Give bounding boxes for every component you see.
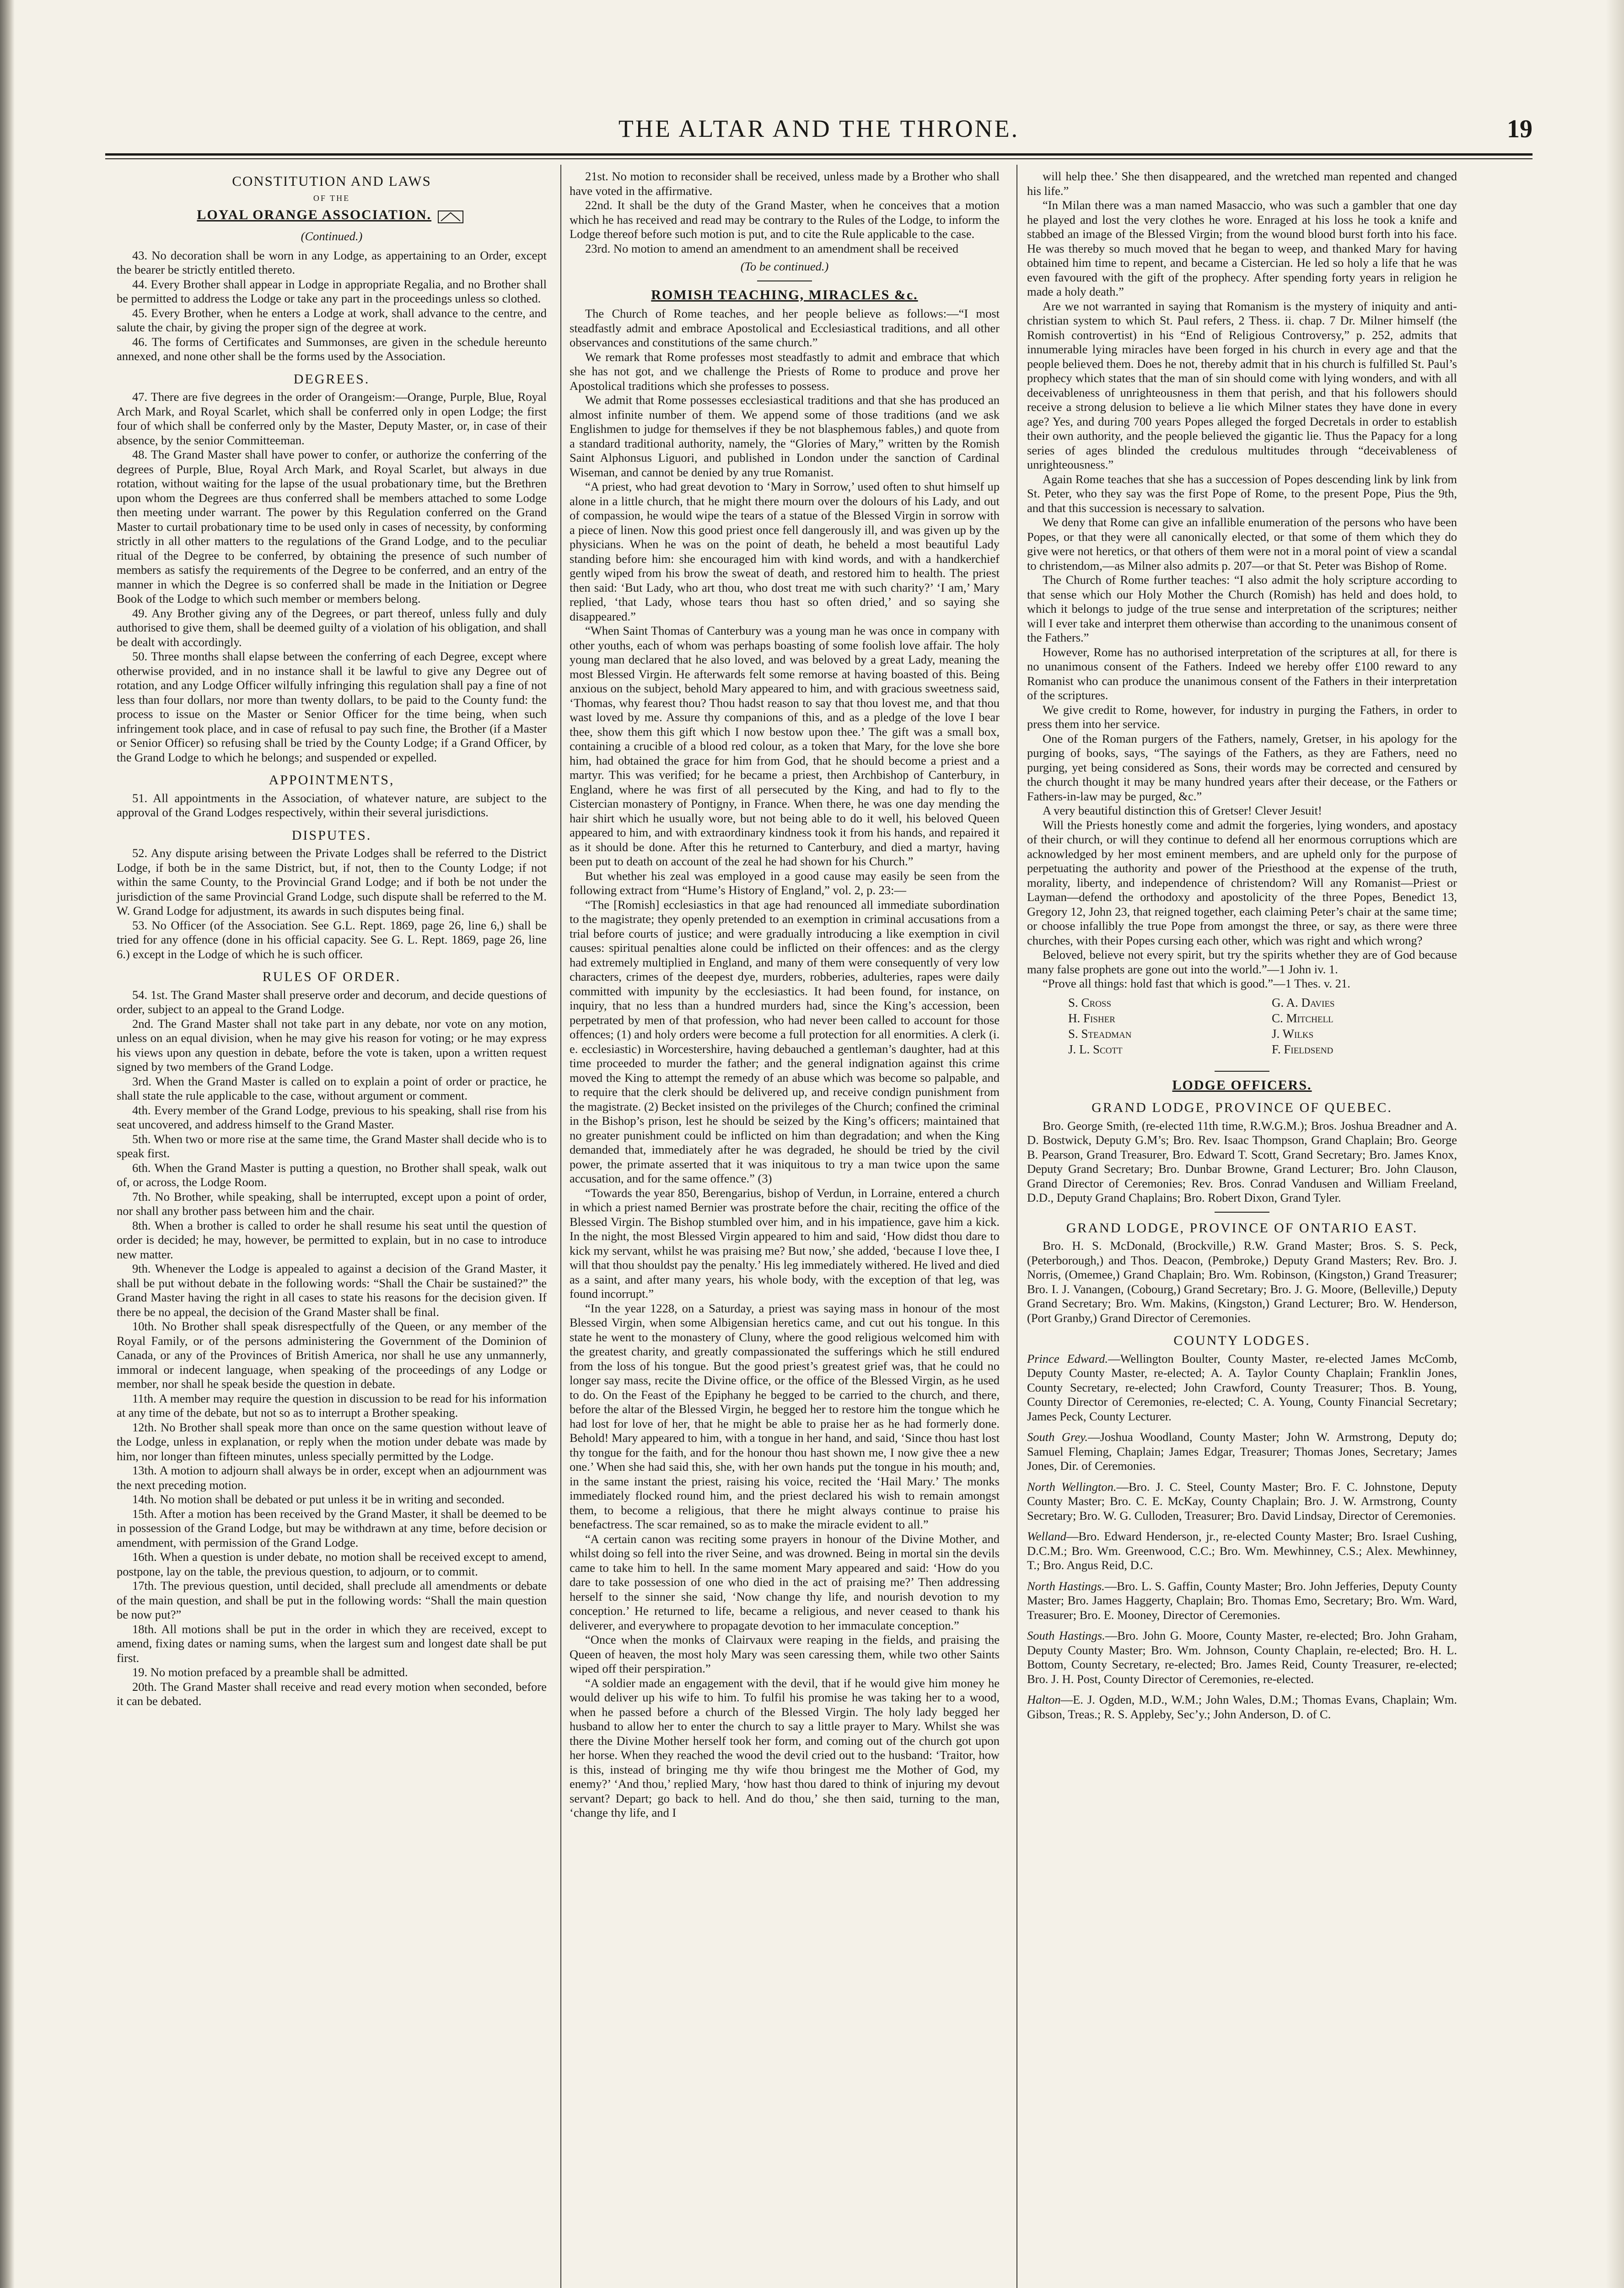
column-right (1027, 169, 1457, 1728)
rule-paragraph: 23rd. No motion to amend an amendment to an amendment shall be received (585, 241, 959, 255)
county-name: South Grey. (1027, 1430, 1088, 1444)
article-paragraph: Beloved, believe not every spirit, but try the spirits whether they are of God because many false prophets are gone out into the world.”—1 John iv. 1. (1027, 948, 1457, 976)
county-heading: COUNTY LODGES. (1173, 1333, 1311, 1348)
rule-paragraph: 8th. When a brother is called to order he shall resume his seat until the question of order is decided; he may, however, be permitted to explain, but in no case to introduce new matter. (117, 1218, 547, 1261)
romish-heading: ROMISH TEACHING, MIRACLES &c. (651, 287, 918, 302)
signatory-name: S. Cross (1068, 995, 1112, 1009)
articles-rules-continued (570, 169, 1000, 256)
article-paragraph: Will the Priests honestly come and admit the forgeries, lying wonders, and apostacy of their church, or will they continue to defend all her enormous corruptions which are acknowledged by her most eminent members, and are upheld only for the purpose of perpetuating the authority and power of the Priesthood at the expense of the truth, morality, liberty, and independence of christendom? Will any Romanist—Priest or Layman—defend the orthodoxy and apostolicity of the three Popes, Benedict 13, Gregory 12, John 23, that reigned together, each claiming Peter’s chair at the same time; or choose infallibly the true Pope from amongst the three, or say, as there were three churches, with their Popes cursing each other, which was right and which wrong? (1027, 818, 1457, 947)
article-paragraph: A very beautiful distinction this of Gretser! Clever Jesuit! (1043, 804, 1322, 817)
disputes-heading: DISPUTES. (291, 827, 372, 843)
scan-edge-left (0, 0, 15, 2288)
rule-paragraph: 4th. Every member of the Grand Lodge, previous to his speaking, shall rise from his seat uncovered, and address himself to the Grand Master. (117, 1103, 547, 1131)
county-officers: —Joshua Woodland, County Master; John W. Armstrong, Deputy do; Samuel Fleming, Chaplain; James Edgar, Treasurer; Thomas Jones, Secretary; James Jones, Dir. of Ceremonies. (1027, 1430, 1457, 1473)
running-head (105, 114, 1533, 151)
header-rule-thick (105, 153, 1533, 156)
rules-heading: RULES OF ORDER. (262, 969, 401, 984)
column-divider (1016, 165, 1017, 2288)
rule-paragraph: 6th. When the Grand Master is putting a question, no Brother shall speak, walk out of, or across, the Lodge Room. (117, 1160, 547, 1189)
county-name: Welland (1027, 1529, 1066, 1543)
article-paragraph: We admit that Rome possesses ecclesiastical traditions and that she has produced an almost infinite number of them. We append some of those traditions (and we ask Englishmen to judge for themselves if they be not blasphemous fables,) and quote from a standard traditional authority, namely, the “Glories of Mary,” written by the Romish Saint Alphonsus Liguori, and published in London under the sanction of Cardinal Wiseman, and cannot be denied by any true Romanist. (570, 393, 1000, 479)
degrees-heading: DEGREES. (293, 371, 370, 387)
county-lodge-entry (1027, 1352, 1457, 1424)
article-paragraph: The Church of Rome further teaches: “I also admit the holy scripture according to that sense which our Holy Mother the Church (Romish) has held and does hold, to which it belongs to judge of the true sense and interpretation of the scriptures; neither will I ever take and interpret them otherwise than according to the unanimous consent of the Fathers.” (1027, 573, 1457, 644)
articles-degrees (117, 390, 547, 765)
article-paragraph: “In the year 1228, on a Saturday, a priest was saying mass in honour of the most Blessed Virgin, when some Albigensian heretics came, and cut out his tongue. In this state he went to the monastery of Cluny, where the good religious welcomed him with the greatest charity, and greatly compassionated the sufferings which he still endured from the loss of his tongue. But the good priest’s greatest grief was, that he could no longer say mass, recite the Divine office, or the office of the Blessed Virgin, as he used to do. On the Feast of the Epiphany he begged to be carried to the church, and there, before the altar of the Blessed Virgin, he begged her to restore him the tongue which he had lost for love of her, that he might be able to praise her as he had formerly done. Behold! Mary appeared to him, with a tongue in her hand, and said, ‘Since thou hast lost thy tongue for the faith, and for the honour thou hast shown me, I now give thee a new one.’ When she had said this, she, with her own hands put the tongue in his mouth; and, in the same instant the priest, raising his voice, recited the ‘Hail Mary.’ The monks immediately flocked round him, and the priest declared his wish to remain amongst them, to become a religious, that there he might always continue to praise his benefactress. The scar remained, so as to make the miracle evident to all.” (570, 1301, 1000, 1531)
article-paragraph: “The [Romish] ecclesiastics in that age had renounced all immediate subordination to the magistrate; they openly pretended to an exemption in criminal accusations from a trial before courts of justice; and were gradually introducing a like exemption in civil causes: spiritual penalties alone could be inflicted on their offences: and as the clergy had extremely multiplied in England, and many of them were consequently of very low characters, crimes of the deepest dye, murders, robberies, adulteries, rapes were daily committed with impunity by the ecclesiastics. It had been found, for instance, on inquiry, that no less than a hundred murders had, since the King’s accession, been perpetrated by men of that profession, who had never been called to account for those offences; (1) and holy orders were become a full protection for all enormities. A clerk (i. e. ecclesiastic) in Worcestershire, having debauched a gentleman’s daughter, had at this time proceeded to murder the father; and the general indignation against this crime moved the King to attempt the remedy of an abuse which was become so palpable, and to require that the clerk should be delivered up, and receive condign punishment from the magistrate. (2) Becket insisted on the privileges of the Church; confined the criminal in the Bishop’s prison, lest he should be seized by the King’s officers; maintained that no greater punishment could be inflicted on him than degradation; and when the King demanded that, immediately after he was degraded, he should be tried by the civil power, the primate asserted that it was iniquitous to try a man twice upon the same accusation, and for the same offence.” (3) (570, 897, 1000, 1185)
county-name: North Hastings. (1027, 1579, 1105, 1593)
rule-paragraph: 9th. Whenever the Lodge is appealed to against a decision of the Grand Master, it shall be put without debate in the following words: “Shall the Chair be sustained?” the Grand Master having the right in all cases to state his reasons for the decision given. If there be no appeal, the decision of the Grand Master shall be final. (117, 1262, 547, 1319)
county-name: Prince Edward. (1027, 1351, 1108, 1365)
county-lodge-entry (1027, 1529, 1457, 1573)
column-divider (560, 165, 561, 2288)
article-paragraph: Are we not warranted in saying that Romanism is the mystery of iniquity and anti-christian system to which St. Paul refers, 2 Thess. ii. chap. 7 Dr. Milner himself (the Romish controvertist) in his “End of Religious Controversy,” p. 252, admits that innumerable lying miracles have been forged in his church in every age and that the people believed them. Does he not, thereby admit that in his church is fulfilled St. Paul’s prophecy which states that the man of sin should come with lying wonders, and with all deceivableness of unrighteousness in them that perish, and that his followers should receive a strong delusion to believe a lie which Milner states they have done in every age? Yes, and during 700 years Popes alleged the forged Decretals in order to establish their own authority, and the people believed the gigantic lie. Thus the Papacy for a long series of ages blinded the credulous multitudes through “deceivableness of unrighteousness.” (1027, 299, 1457, 471)
article-paragraph: “A certain canon was reciting some prayers in honour of the Divine Mother, and whilst doing so fell into the river Seine, and was drowned. Being in mortal sin the devils came to take him to hell. In the same moment Mary appeared and said: ‘How do you dare to take possession of one who died in the act of praising me?’ Then addressing herself to the sinner she said, ‘Now change thy life, and nourish devotion to my conception.’ He returned to life, became a religious, and never ceased to thank his deliverer, and everywhere to propagate devotion to her immaculate conception.” (570, 1532, 1000, 1632)
article-paragraph: We remark that Rome professes most steadfastly to admit and embrace that which she has not got, and we challenge the Priests of Rome to produce and prove her Apostolical traditions which she professes to possess. (570, 350, 1000, 393)
county-lodge-entry (1027, 1480, 1457, 1523)
article-paragraph: We deny that Rome can give an infallible enumeration of the persons who have been Popes, or that they were all canonically elected, or that some of them which they do give were not heretics, or that others of them were not in a moral point of view a scandal to christendom,—as Milner also admits p. 207—or that St. Peter was Bishop of Rome. (1027, 515, 1457, 572)
rule-paragraph: 18th. All motions shall be put in the order in which they are received, except to amend, fixing dates or naming sums, when the largest sum and longest date shall be put first. (117, 1622, 547, 1665)
scan-edge-right (1606, 0, 1624, 2288)
article-paragraph: However, Rome has no authorised interpretation of the scriptures at all, for there is no unanimous consent of the Fathers. Indeed we hereby offer £100 reward to any Romanist who can produce the unanimous consent of the Fathers in their interpretation of the scriptures. (1027, 645, 1457, 702)
column-left (117, 169, 547, 1709)
column-middle (570, 169, 1000, 1820)
rule-paragraph: 3rd. When the Grand Master is called on to explain a point of order or practice, he shall state the rule applicable to the case, without argument or comment. (117, 1074, 547, 1102)
article-paragraph: “A soldier made an engagement with the devil, that if he would give him money he would deliver up his wife to him. To fulfil his promise he was taking her to a wood, when he passed before a church of the Blessed Virgin. The holy lady begged her husband to allow her to enter the church to say a little prayer to Mary. Whilst she was there the Divine Mother herself took her form, and coming out of the church got upon her horse. When they reached the wood the devil cried out to the husband: ‘Traitor, how is this, instead of bringing me thy wife thou bringest me the Mother of God, my enemy?’ ‘And thou,’ replied Mary, ‘how hast thou dared to think of injuring my devout servant? Depart; go back to hell. And do thou,’ she then said, turning to the man, ‘change thy life, and I (570, 1676, 1000, 1819)
county-officers: —E. J. Ogden, M.D., W.M.; John Wales, D.M.; Thomas Evans, Chaplain; Wm. Gibson, Treas.; R. S. Appleby, Sec’y.; John Anderson, D. of C. (1027, 1693, 1457, 1721)
romish-text-continued (1027, 169, 1457, 991)
lodge-officers-heading: LODGE OFFICERS. (1172, 1077, 1312, 1093)
signatory-name: G. A. Davies (1272, 995, 1335, 1009)
county-officers: —Bro. John G. Moore, County Master, re-elected; Bro. John Graham, Deputy County Master; Bro. Wm. Johnson, County Chaplain, re-elected; Bro. H. L. Bottom, County Secretary, re-elected; Bro. James Reid, County Treasurer, re-elected; Bro. J. H. Post, County Director of Ceremonies, re-elected. (1027, 1629, 1457, 1686)
county-lodge-entry (1027, 1579, 1457, 1623)
to-be-continued: (To be continued.) (740, 259, 829, 273)
rule-paragraph: 11th. A member may require the question in discussion to be read for his information at any time of the debate, but not so as to interrupt a Brother speaking. (117, 1391, 547, 1419)
header-rule-thin (105, 158, 1533, 159)
rule-paragraph: 7th. No Brother, while speaking, shall be interrupted, except upon a point of order, nor shall any brother pass between him and the chair. (117, 1189, 547, 1218)
section-subtitle: OF THE (313, 193, 350, 203)
rule-paragraph: 10th. No Brother shall speak disrespectfully of the Queen, or any member of the Royal Family, or of the persons administering the Government of the Dominion of Canada, or any of the Provinces of British America, nor shall he use any unmannerly, immoral or indecent language, when speaking of the proceedings of any Lodge or member, nor shall he speak beside the question in debate. (117, 1319, 547, 1391)
signatory-name: F. Fieldsend (1272, 1042, 1334, 1056)
article-paragraph: “When Saint Thomas of Canterbury was a young man he was once in company with other youths, each of whom was perhaps boasting of some foolish love affair. The holy young man declared that he also loved, and was beloved by a great Lady, meaning the most Blessed Virgin. He afterwards felt some remorse at having boasted of this. Being anxious on the subject, behold Mary appeared to him, and with gracious sweetness said, ‘Thomas, why fearest thou? Thou hadst reason to say that thou lovest me, and that thou wast loved by me. Assure thy companions of this, and as a pledge of the love I bear thee, show them this gift which I now bestow upon thee.’ The gift was a small box, containing a crucible of a blood red colour, as a token that Mary, for the love she bore him, had obtained the grace for him from God, that he should become a priest and a martyr. This was verified; for he became a priest, then Archbishop of Canterbury, in England, where he was first of all persecuted by the King, and had to fly to the Cistercian monastery of Pontigny, in France. When there, he was one day mending the hair shirt which he usually wore, but not being able to do it well, his beloved Queen appeared to him, and with extraordinary kindness took it from his hands, and repaired it as it should be done. After this he returned to Canterbury, and died a martyr, having been put to death on account of the zeal he had shown for his Church.” (570, 624, 1000, 868)
article-paragraph: 52. Any dispute arising between the Private Lodges shall be referred to the District Lodge, if both be in the same District, but, if not, then to the County Lodge; if not within the same County, to the Provincial Grand Lodge; and if both be not under the jurisdiction of the same Provincial Grand Lodge, such dispute shall be referred to the M. W. Grand Lodge for adjustment, its awards in such disputes being final. (117, 846, 547, 917)
rule-paragraph: 22nd. It shall be the duty of the Grand Master, when he conceives that a motion which he has received and read may be contrary to the Rules of the Lodge, to inform the Lodge thereof before such motion is put, and to cite the Rule applicable to the case. (570, 198, 1000, 241)
article-paragraph: 45. Every Brother, when he enters a Lodge at work, shall advance to the centre, and salute the chair, by giving the proper sign of the degree at work. (117, 306, 547, 334)
section-divider (1215, 1071, 1269, 1072)
articles-disputes (117, 846, 547, 961)
page-number: 19 (1507, 115, 1533, 143)
article-paragraph: We give credit to Rome, however, for industry in purging the Fathers, in order to press them into her service. (1027, 702, 1457, 731)
article-paragraph: “Prove all things: hold fast that which is good.”—1 Thes. v. 21. (1043, 977, 1350, 990)
articles-intro (117, 248, 547, 364)
county-officers: —Bro. J. C. Steel, County Master; Bro. F. C. Johnstone, Deputy County Master; Bro. C. E. McKay, County Chaplain; Bro. J. W. Armstrong, County Secretary; Bro. W. G. Culloden, Treasurer; Bro. David Lindsay, Director of Ceremonies. (1027, 1479, 1457, 1522)
article-paragraph: “Once when the monks of Clairvaux were reaping in the fields, and praising the Queen of heaven, the most holy Mary was seen caressing them, while two other Saints wiped off their perspiration.” (570, 1633, 1000, 1675)
articles-appointments (117, 791, 547, 820)
article-paragraph: 46. The forms of Certificates and Summonses, are given in the schedule hereunto annexed, and none other shall be the forms used by the Association. (117, 335, 547, 363)
article-paragraph: 50. Three months shall elapse between the conferring of each Degree, except where otherwise provided, and in no instance shall it be lawful to give any Degree out of rotation, and any Lodge Officer wilfully infringing this regulation shall pay a fine of not less than four dollars, nor more than twenty dollars, to be paid to the County fund: the process to issue on the Master or Senior Officer for the time being, when such infringement took place, and in case of refusal to pay such fine, the Brother (if a Master or Senior Officer) so refusing shall be tried by the County Lodge; if a Grand Officer, by the Grand Lodge to which he belongs; and suspended or expelled. (117, 649, 547, 764)
article-paragraph: 43. No decoration shall be worn in any Lodge, as appertaining to an Order, except the bearer be strictly entitled thereto. (117, 248, 547, 276)
county-name: South Hastings. (1027, 1629, 1105, 1642)
page-title: THE ALTAR AND THE THRONE. (618, 115, 1020, 142)
rule-paragraph: 19. No motion prefaced by a preamble shall be admitted. (132, 1665, 408, 1679)
article-paragraph: “In Milan there was a man named Masaccio, who was such a gambler that one day he played and lost the very clothes he wore. Enraged at his loss he took a knife and stabbed an image of the Blessed Virgin; from the wound blood burst forth into his face. He was thereby so much moved that he began to weep, and thanked Mary for having obtained him time to repent, and became a Cistercian. He led so holy a life that he was even favoured with the gift of the prophecy. After spending forty years in religion he made a holy death.” (1027, 198, 1457, 298)
section-divider (1215, 1212, 1269, 1213)
crest-ornament-icon (435, 207, 467, 226)
article-paragraph: The Church of Rome teaches, and her people believe as follows:—“I most steadfastly admit and embrace Apostolical and Ecclesiastical traditions, and all other observances and constitutions of the same church.” (570, 307, 1000, 349)
article-paragraph: 44. Every Brother shall appear in Lodge in appropriate Regalia, and no Brother shall be permitted to address the Lodge or take any part in the proceedings unless so clothed. (117, 277, 547, 305)
ontario-officers: Bro. H. S. McDonald, (Brockville,) R.W. Grand Master; Bros. S. S. Peck, (Peterborough,) and Thos. Deacon, (Pembroke,) Deputy Grand Masters; Rev. Bro. J. Norris, (Omemee,) Grand Chaplain; Bro. Wm. Robinson, (Kingston,) Grand Treasurer; Bro. I. J. Vanangen, (Cobourg,) Grand Secretary; Bro. J. G. Moore, (Belleville,) Deputy Grand Secretary; Bro. Wm. Makins, (Kingston,) Grand Lecturer; Bro. W. Henderson, (Port Granby,) Grand Director of Ceremonies. (1027, 1239, 1457, 1325)
association-title: LOYAL ORANGE ASSOCIATION. (197, 207, 431, 223)
signatory-name: J. Wilks (1272, 1026, 1314, 1041)
county-officers: —Wellington Boulter, County Master, re-elected James McComb, Deputy County Master, re-elected; A. A. Taylor County Chaplain; Franklin Jones, County Secretary, re-elected; John Crawford, County Treasurer; Thos. B. Young, County Director of Ceremonies, re-elected; C. A. Young, County Financial Secretary; James Peck, County Lecturer. (1027, 1351, 1457, 1423)
county-name: Halton (1027, 1693, 1061, 1706)
articles-rules (117, 988, 547, 1709)
article-paragraph: 53. No Officer (of the Association. See G.L. Rept. 1869, page 26, line 6,) shall be tried for any offence (done in his official capacity. See G. L. Rept. 1869, page 26, line 6.) except in the Lodge of which he is such officer. (117, 918, 547, 961)
article-paragraph: 49. Any Brother giving any of the Degrees, or part thereof, unless fully and duly authorised to give them, shall be deemed guilty of a violation of his obligation, and shall be dealt with accordingly. (117, 606, 547, 649)
county-officers: —Bro. Edward Henderson, jr., re-elected County Master; Bro. Israel Cushing, D.C.M.; Bro. Wm. Greenwood, C.C.; Bro. Wm. Mewhinney, C.S.; Alex. Mewhinney, T.; Bro. Angus Reid, D.C. (1027, 1529, 1457, 1572)
signatory-name: J. L. Scott (1068, 1042, 1123, 1056)
county-name: North Wellington. (1027, 1479, 1117, 1494)
quebec-heading: GRAND LODGE, PROVINCE OF QUEBEC. (1092, 1100, 1393, 1115)
rule-paragraph: 21st. No motion to reconsider shall be received, unless made by a Brother who shall have voted in the affirmative. (570, 169, 1000, 198)
article-paragraph: Again Rome teaches that she has a succession of Popes descending link by link from St. Peter, who they say was the first Pope of Rome, to the present Pope, Pius the 9th, and that this succession is necessary to salvation. (1027, 472, 1457, 515)
rule-paragraph: 16th. When a question is under debate, no motion shall be received except to amend, postpone, lay on the table, the previous question, to adjourn, or to commit. (117, 1550, 547, 1578)
rule-paragraph: 13th. A motion to adjourn shall always be in order, except when an adjournment was the next preceding motion. (117, 1463, 547, 1492)
rule-paragraph: 12th. No Brother shall speak more than once on the same question without leave of the Lodge, unless in explanation, or reply when the motion under debate was made by him, nor longer than fifteen minutes, unless specially permitted by the Lodge. (117, 1420, 547, 1463)
quebec-officers: Bro. George Smith, (re-elected 11th time, R.W.G.M.); Bros. Joshua Breadner and A. D. Bostwick, Deputy G.M’s; Bro. Rev. Isaac Thompson, Grand Chaplain; Bro. George B. Pearson, Grand Treasurer, Bro. Edward T. Scott, Grand Secretary; Bro. James Knox, Deputy Grand Secretary; Bro. Dunbar Browne, Grand Lecturer; Bro. John Clauson, Grand Director of Ceremonies; Rev. Bros. Conrad Vandusen and William Freeland, D.D., Deputy Grand Chaplains; Bro. Robert Dixon, Grand Tyler. (1027, 1118, 1457, 1204)
article-paragraph: “Towards the year 850, Berengarius, bishop of Verdun, in Lorraine, entered a church in which a priest named Bernier was prostrate before the chair, reciting the office of the Blessed Virgin. The Bishop stumbled over him, and in his impatience, gave him a kick. In the night, the most Blessed Virgin appeared to him and said, ‘How didst thou dare to kick my servant, whilst he was praising me? But now,’ she added, ‘because I love thee, I will that thou shouldst pay the penalty.’ His leg immediately withered. He lived and died as a saint, and after many years, his whole body, with the exception of that leg, was found incorrupt.” (570, 1186, 1000, 1300)
continued-note: (Continued.) (301, 229, 363, 243)
county-lodge-entry (1027, 1430, 1457, 1473)
county-lodge-entry (1027, 1693, 1457, 1721)
rule-paragraph: 17th. The previous question, until decided, shall preclude all amendments or debate of the main question, and shall be put in the following words: “Shall the main question be now put?” (117, 1579, 547, 1621)
ontario-heading: GRAND LODGE, PROVINCE OF ONTARIO EAST. (1066, 1220, 1418, 1236)
section-title: CONSTITUTION AND LAWS (232, 173, 431, 189)
article-paragraph: “A priest, who had great devotion to ‘Mary in Sorrow,’ used often to shut himself up alone in a little church, that he might there mourn over the dolours of his Lady, and out of compassion, he would wipe the tears of a statue of the Blessed Virgin in sorrow with a piece of linen. Now this good priest once fell dangerously ill, and was given up by the physicians. When he was on the point of death, he beheld a most beautiful Lady standing before him: she encouraged him with kind words, and with a handkerchief gently wiped from his brow the sweat of death, and restored him to health. The priest then said: ‘But Lady, who art thou, who dost treat me with such charity?’ ‘I am,’ Mary replied, ‘that Lady, whose tears thou hast so often dried,’ and so saying she disappeared.” (570, 480, 1000, 623)
article-paragraph: But whether his zeal was employed in a good cause may easily be seen from the following extract from “Hume’s History of England,” vol. 2, p. 23:— (570, 869, 1000, 897)
article-paragraph: One of the Roman purgers of the Fathers, namely, Gretser, in his apology for the purging of books, says, “The sayings of the Fathers, as they are Fathers, need no purging, yet being considered as Sons, their words may be corrected and censured by the church thought it may be many hundred years after their decease, or the Fathers or Fathers-in-law may be purged, &c.” (1027, 731, 1457, 803)
article-paragraph: 47. There are five degrees in the order of Orangeism:—Orange, Purple, Blue, Royal Arch Mark, and Royal Scarlet, which shall be conferred only in open Lodge; the first four of which shall be conferred only by the Master, Deputy Master, or, in case of their absence, by the senior Committeeman. (117, 390, 547, 447)
rule-paragraph: 54. 1st. The Grand Master shall preserve order and decorum, and decide questions of order, subject to an appeal to the Grand Lodge. (117, 988, 547, 1016)
county-officers: —Bro. L. S. Gaffin, County Master; Bro. John Jefferies, Deputy County Master; Bro. James Haggerty, Chaplain; Bro. Thomas Emo, Secretary; Bro. Wm. Ward, Treasurer; Bro. E. Mooney, Director of Ceremonies. (1027, 1579, 1457, 1622)
article-paragraph: will help thee.’ She then disappeared, and the wretched man repented and changed his life.” (1027, 169, 1457, 198)
rule-paragraph: 5th. When two or more rise at the same time, the Grand Master shall decide who is to speak first. (117, 1132, 547, 1160)
county-lodge-entry (1027, 1629, 1457, 1686)
rule-paragraph: 15th. After a motion has been received by the Grand Master, it shall be deemed to be in possession of the Grand Lodge, but may be withdrawn at any time, before decision or amendment, with permission of the Grand Lodge. (117, 1506, 547, 1549)
article-paragraph: 51. All appointments in the Association, of whatever nature, are subject to the approval of the Grand Lodges respectively, within their several jurisdictions. (117, 791, 547, 819)
rule-paragraph: 20th. The Grand Master shall receive and read every motion when seconded, before it can be debated. (117, 1679, 547, 1708)
signatory-name: C. Mitchell (1272, 1011, 1334, 1025)
rule-paragraph: 14th. No motion shall be debated or put unless it be in writing and seconded. (132, 1492, 505, 1506)
county-lodges (1027, 1352, 1457, 1722)
signatory-name: H. Fisher (1068, 1011, 1115, 1025)
appointments-heading: APPOINTMENTS, (269, 772, 395, 788)
rule-paragraph: 2nd. The Grand Master shall not take part in any debate, nor vote on any motion, unless on an equal division, when he may give his reason for voting; or he may express his views upon any question in debate, before the vote is taken, upon a written request signed by two members of the Grand Lodge. (117, 1016, 547, 1074)
signatories (1027, 995, 1457, 1057)
article-paragraph: 48. The Grand Master shall have power to confer, or authorize the conferring of the degrees of Purple, Blue, Royal Arch Mark, and Royal Scarlet, but always in due rotation, without waiting for the lapse of the usual probationary time, but the Brethren upon whom the Degrees are thus conferred shall be members attached to some Lodge then meeting under warrant. The power by this Regulation conferred on the Grand Master to curtail probationary time to be used only in cases of necessity, by conforming strictly in all other matters to the regulations of the Grand Lodge, and to the peculiar ritual of the Degree to be conferred, by obtaining the presence of such number of members as satisfy the requirements of the Degree to be conferred, and an entry of the manner in which the Degree is so conferred shall be made in the Initiation or Degree Book of the Lodge to which such member or members belong. (117, 448, 547, 605)
romish-text (570, 307, 1000, 1820)
signatory-name: S. Steadman (1068, 1026, 1132, 1041)
